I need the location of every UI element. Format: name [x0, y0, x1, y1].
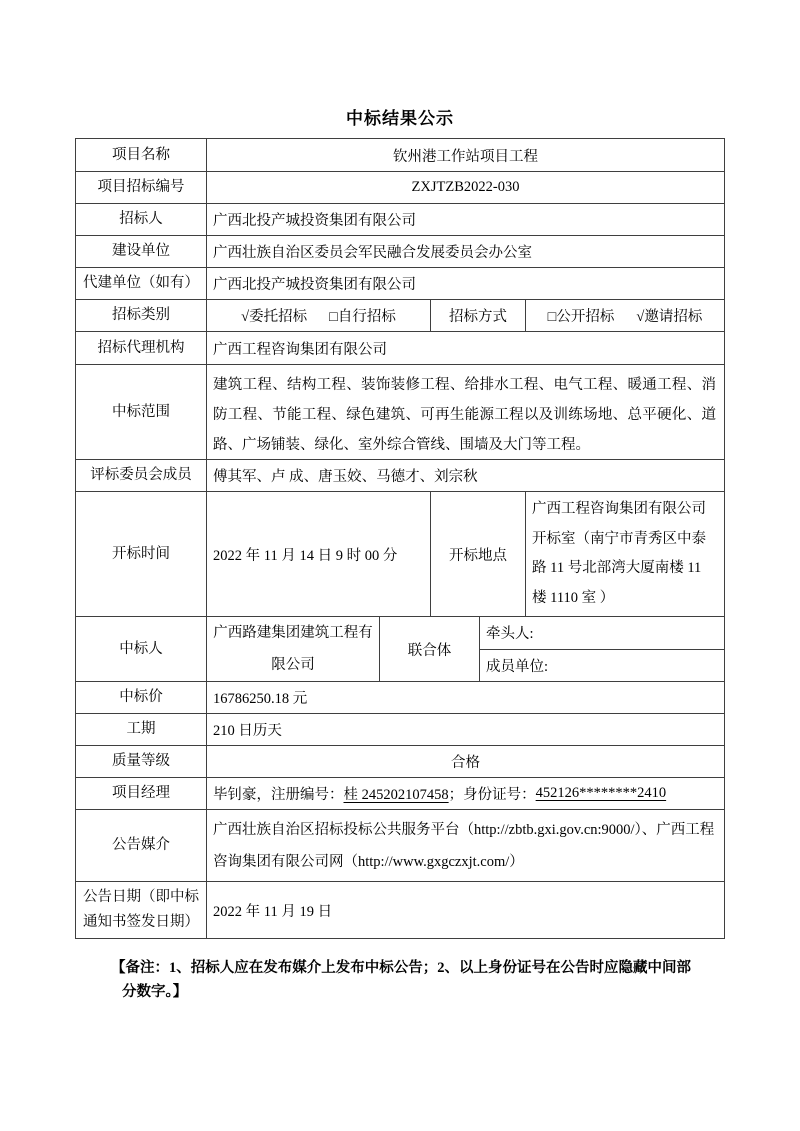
- row-bid-price: [76, 681, 724, 713]
- tender-code-value: ZXJTZB2022-030: [206, 172, 724, 203]
- committee-value: 傅其军、卢 成、唐玉姣、马德才、刘宗秋: [206, 460, 724, 491]
- consortium-members-label: 成员单位:: [480, 649, 724, 682]
- tender-method-label: 招标方式: [430, 300, 525, 331]
- project-name-value: 钦州港工作站项目工程: [206, 139, 724, 171]
- option-self-tender: □自行招标: [329, 309, 396, 325]
- row-project-name: [76, 139, 724, 171]
- row-quality: [76, 745, 724, 777]
- bid-price-value: 16786250.18 元: [206, 682, 724, 713]
- row-media: [76, 809, 724, 881]
- committee-label: 评标委员会成员: [90, 467, 192, 483]
- option-invited-tender: √邀请招标: [636, 309, 703, 325]
- bid-result-table: [75, 138, 725, 939]
- project-manager-value: [206, 778, 724, 809]
- announce-date-value: 2022 年 11 月 19 日: [206, 882, 724, 938]
- bid-opening-time-value: 2022 年 11 月 14 日 9 时 00 分: [206, 492, 430, 616]
- row-bid-opening: [76, 491, 724, 616]
- construction-unit-label: 建设单位: [112, 243, 170, 259]
- pm-id-no: 452126********2410: [535, 785, 667, 801]
- consortium-leader-label: 牵头人:: [486, 626, 534, 643]
- quality-label: 质量等级: [112, 753, 170, 769]
- bid-opening-time-label: 开标时间: [112, 545, 170, 562]
- row-tender-category: [76, 299, 724, 331]
- winner-value: 广西路建集团建筑工程有限公司: [206, 617, 379, 681]
- row-agent-unit: [76, 267, 724, 299]
- option-open-tender: □公开招标: [547, 309, 615, 325]
- project-name-label: 项目名称: [112, 146, 170, 163]
- agency-label: 招标代理机构: [97, 339, 185, 356]
- winner-label: 中标人: [119, 640, 163, 657]
- row-committee: [76, 459, 724, 491]
- row-construction-unit: [76, 235, 724, 267]
- tender-method-options: [525, 300, 724, 331]
- quality-value: 合格: [206, 746, 724, 777]
- project-manager-label: 项目经理: [112, 785, 170, 801]
- row-winner: [76, 616, 724, 681]
- tenderer-value: 广西北投产城投资集团有限公司: [206, 204, 724, 235]
- row-announce-date: [76, 881, 724, 938]
- media-label: 公告媒介: [112, 837, 170, 853]
- remark-note: 【备注：1、招标人应在发布媒介上发布中标公告；2、以上身份证号在公告时应隐藏中间部分数字。】: [111, 960, 691, 1000]
- tender-category-options: [206, 300, 430, 331]
- media-value: 广西壮族自治区招标投标公共服务平台（http://zbtb.gxi.gov.cn:9000/）、广西工程咨询集团有限公司网（http://www.gxgczxjt.com/）: [206, 810, 724, 881]
- agency-value: 广西工程咨询集团有限公司: [206, 332, 724, 364]
- option-delegated-tender: √委托招标: [241, 309, 308, 325]
- tender-code-label: 项目招标编号: [97, 179, 185, 195]
- tenderer-label: 招标人: [119, 211, 163, 227]
- duration-value: 210 日历天: [206, 714, 724, 745]
- agent-unit-value: 广西北投产城投资集团有限公司: [206, 268, 724, 299]
- consortium-detail: [479, 617, 724, 681]
- pm-registration-no: 桂 245202107458: [343, 787, 449, 803]
- row-project-manager: [76, 777, 724, 809]
- row-agency: [76, 331, 724, 364]
- bid-opening-place-value: 广西工程咨询集团有限公司开标室（南宁市青秀区中泰路 11 号北部湾大厦南楼 11 楼 1110 室 ）: [525, 492, 724, 616]
- pm-name-and-prefix: 毕钊豪，注册编号：: [213, 787, 344, 803]
- consortium-label: 联合体: [379, 617, 479, 681]
- page-title: 中标结果公示: [346, 109, 454, 128]
- row-scope: [76, 364, 724, 459]
- row-tenderer: [76, 203, 724, 235]
- row-duration: [76, 713, 724, 745]
- scope-value: 建筑工程、结构工程、装饰装修工程、给排水工程、电气工程、暖通工程、消防工程、节能工程、绿色建筑、可再生能源工程以及训练场地、总平硬化、道路、广场铺装、绿化、室外综合管线、围墙及大门等工程。: [206, 365, 724, 459]
- bid-opening-place-label: 开标地点: [430, 492, 525, 616]
- announce-date-label: 公告日期（即中标通知书签发日期）: [83, 889, 199, 930]
- construction-unit-value: 广西壮族自治区委员会军民融合发展委员会办公室: [206, 236, 724, 267]
- tender-category-label: 招标类别: [112, 307, 170, 323]
- scope-label: 中标范围: [112, 403, 170, 420]
- agent-unit-label: 代建单位（如有）: [83, 275, 199, 291]
- row-tender-code: [76, 171, 724, 203]
- pm-separator: ；身份证号：: [448, 787, 536, 803]
- bid-price-label: 中标价: [119, 689, 163, 705]
- duration-label: 工期: [126, 721, 156, 737]
